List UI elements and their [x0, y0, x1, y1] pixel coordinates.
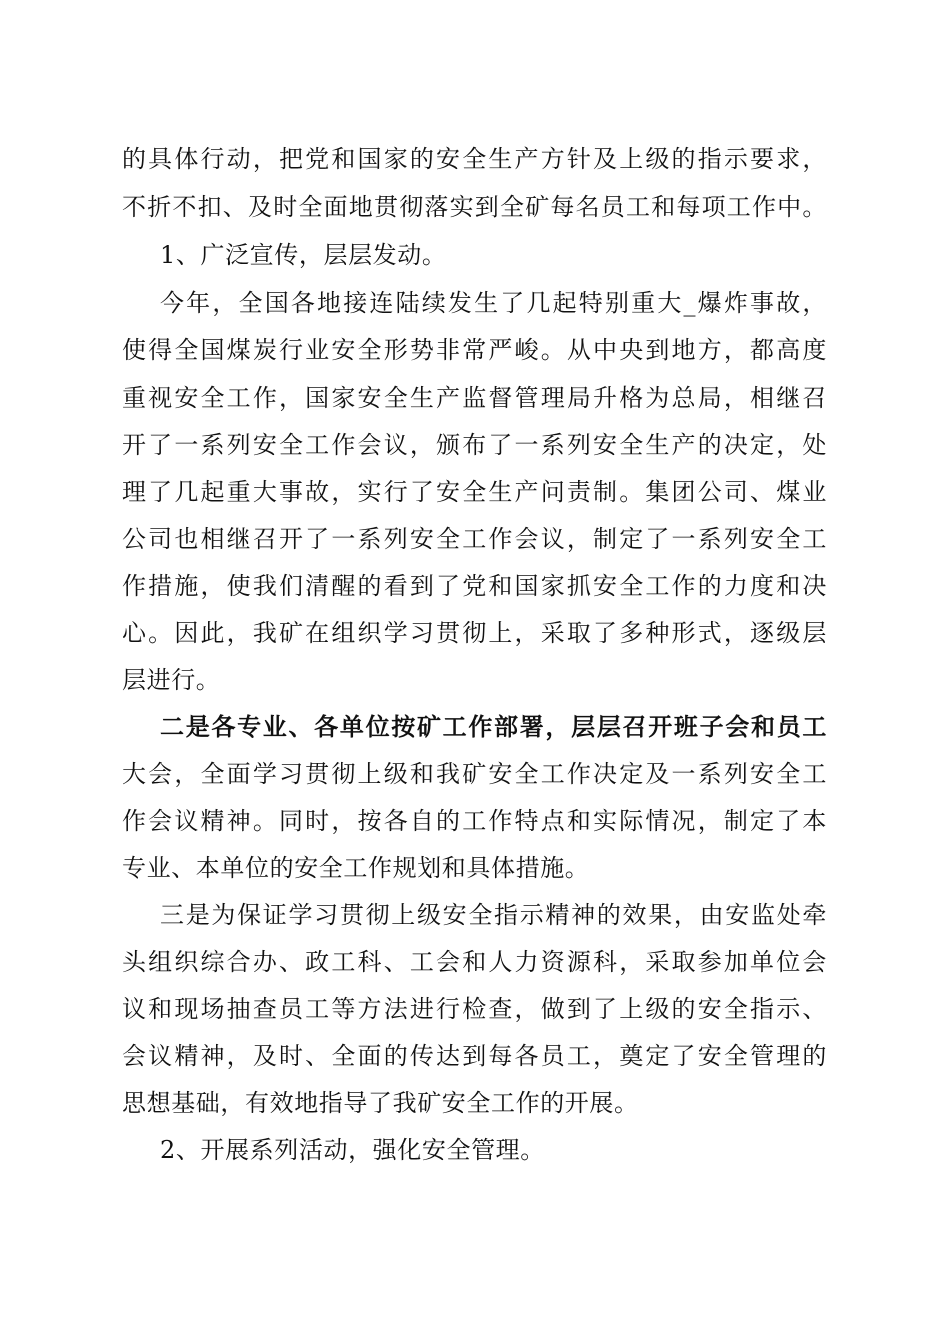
text-line: 作措施，使我们清醒的看到了党和国家抓安全工作的力度和决 [122, 572, 827, 600]
text-line: 思想基础，有效地指导了我矿安全工作的开展。 [122, 1089, 639, 1117]
text-line: 不折不扣、及时全面地贯彻落实到全矿每名员工和每项工作中。 [122, 193, 827, 221]
text-line: 三是为保证学习贯彻上级安全指示精神的效果，由安监处牵 [160, 901, 827, 929]
text-line: 重视安全工作，国家安全生产监督管理局升格为总局，相继召 [122, 384, 827, 412]
section-heading: 2、开展系列活动，强化安全管理。 [160, 1136, 545, 1164]
text-line: 使得全国煤炭行业安全形势非常严峻。从中央到地方，都高度 [122, 336, 827, 364]
text-line: 今年，全国各地接连陆续发生了几起特别重大_爆炸事故， [160, 289, 827, 317]
text-line: 层进行。 [122, 666, 221, 694]
text-line: 理了几起重大事故，实行了安全生产问责制。集团公司、煤业 [122, 478, 827, 506]
text-line: 头组织综合办、政工科、工会和人力资源科，采取参加单位会 [122, 948, 827, 976]
text-line: 心。因此，我矿在组织学习贯彻上，采取了多种形式，逐级层 [122, 619, 827, 647]
text-line: 开了一系列安全工作会议，颁布了一系列安全生产的决定，处 [122, 431, 827, 459]
text-line: 专业、本单位的安全工作规划和具体措施。 [122, 854, 590, 882]
text-line: 议和现场抽查员工等方法进行检查，做到了上级的安全指示、 [122, 995, 827, 1023]
text-line: 作会议精神。同时，按各自的工作特点和实际情况，制定了本 [122, 807, 827, 835]
text-line: 二是各专业、各单位按矿工作部署，层层召开班子会和员工 [160, 712, 827, 741]
text-line: 公司也相继召开了一系列安全工作会议，制定了一系列安全工 [122, 525, 827, 553]
text-line: 大会，全面学习贯彻上级和我矿安全工作决定及一系列安全工 [122, 760, 827, 788]
text-line: 会议精神，及时、全面的传达到每各员工，奠定了安全管理的 [122, 1042, 827, 1070]
text-line: 的具体行动，把党和国家的安全生产方针及上级的指示要求， [122, 145, 827, 173]
section-heading: 1、广泛宣传，层层发动。 [160, 241, 447, 269]
